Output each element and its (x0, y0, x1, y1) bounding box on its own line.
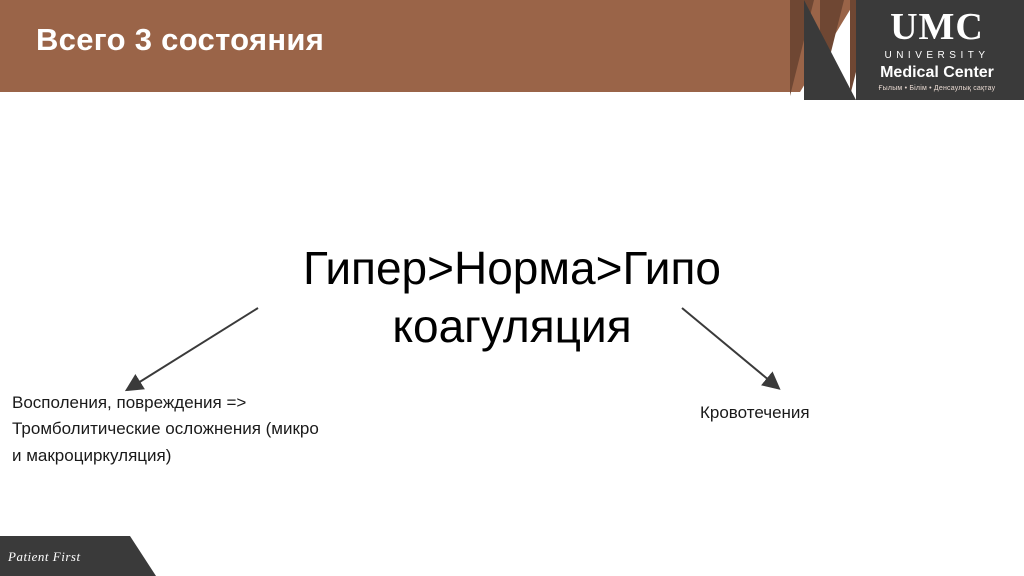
logo-umc-text: UMC (890, 6, 984, 48)
footer-tagline: Patient First (8, 549, 81, 564)
main-statement-line-1: Гипер>Норма>Гипо (303, 242, 721, 294)
main-statement-line-2: коагуляция (392, 299, 632, 352)
logo-university-text: UNIVERSITY (884, 50, 990, 61)
logo-tagline-kz: Ғылым • Білім • Денсаулық сақтау (878, 85, 996, 92)
slide-header (0, 0, 1024, 100)
note-right: Кровотечения (700, 403, 810, 422)
logo-medical-center-text: Medical Center (880, 64, 994, 81)
umc-logo (862, 8, 1012, 92)
main-statement (180, 240, 844, 355)
note-left: Восполения, повреждения => Тромболитические осложнения (микро и макроциркуляция) (12, 393, 319, 465)
page-title: Всего 3 состояния (36, 22, 325, 57)
